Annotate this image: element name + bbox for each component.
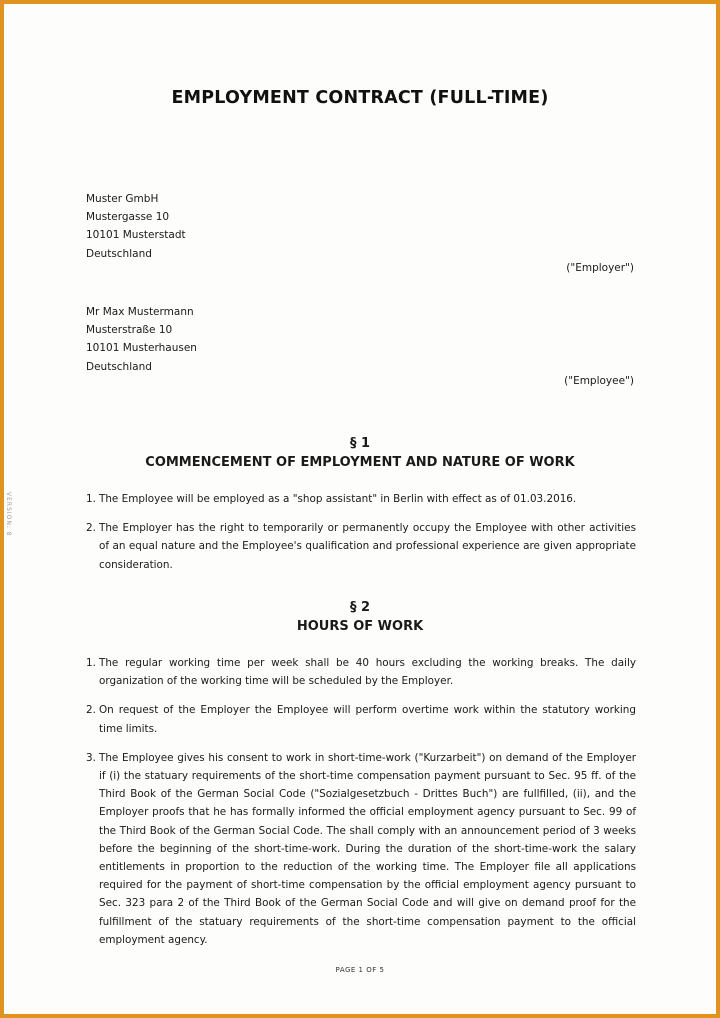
- section-2-number: § 2: [349, 600, 371, 615]
- clause-2-2: [86, 701, 636, 737]
- employee-country: Deutschland: [86, 360, 152, 373]
- section-2-heading: [4, 598, 716, 636]
- clause-text: The Employee will be employed as a "shop assistant" in Berlin with effect as of 01.03.2016.: [99, 493, 577, 505]
- section-1-clauses: [86, 490, 636, 585]
- section-1-title: COMMENCEMENT OF EMPLOYMENT AND NATURE OF WORK: [145, 455, 575, 470]
- employer-street: Mustergasse 10: [86, 211, 170, 224]
- clause-1-1: [86, 490, 636, 508]
- employee-street: Musterstraße 10: [86, 324, 173, 337]
- employer-address: [86, 190, 636, 263]
- clause-2-1: [86, 654, 636, 690]
- clause-2-3: [86, 749, 636, 949]
- section-2-title: HOURS OF WORK: [296, 619, 424, 634]
- clause-1-2: [86, 519, 636, 574]
- clause-number: 3.: [86, 751, 96, 764]
- clause-number: 2.: [86, 704, 96, 717]
- clause-text: The Employer has the right to temporarily or permanently occupy the Employee with other activities of an equal nature and the Employee's qualification and professional experience are given appropriate consideration.: [99, 522, 636, 571]
- clause-text: The regular working time per week shall be 40 hours excluding the working breaks. The daily organization of the working time will be scheduled by the Employer.: [99, 657, 636, 688]
- employee-name: Mr Max Mustermann: [86, 306, 194, 318]
- employee-role-label: ("Employee"): [564, 375, 634, 387]
- employer-city: 10101 Musterstadt: [86, 229, 186, 242]
- clause-text: On request of the Employer the Employee will perform overtime work within the statutory working time limits.: [99, 704, 636, 735]
- clause-number: 1.: [86, 657, 96, 669]
- section-1-number: § 1: [349, 436, 371, 451]
- employee-city: 10101 Musterhausen: [86, 342, 197, 355]
- section-2-clauses: [86, 654, 636, 960]
- employee-address: [86, 303, 636, 376]
- clause-text: The Employee gives his consent to work in short-time-work ("Kurzarbeit") on demand of the Employer if (i) the statuary requirements of the short-time compensation payment pursuant to Sec. 95 ff. of the Third Book of the German Social Code ("Sozialgesetzbuch - Drittes Buch") are fullfilled, (ii), and the Employer proofs that he has formally informed the official employment agency pursuant to Sec. 99 of the Third Book of the German Social Code. The shall comply with an announcement period of 3 weeks before the beginning of the short-time-work. During the duration of the short-time-work the salary entitlements in proportion to the reduction of the working time. The Employer file all applications required for the payment of short-time compensation by the official employment agency pursuant to Sec. 323 para 2 of the Third Book of the German Social Code and will give on demand proof for the fulfillment of the statuary requirements of the short-time compensation payment to the official employment agency.: [99, 751, 636, 946]
- employer-country: Deutschland: [86, 247, 152, 260]
- employer-role-label: ("Employer"): [566, 262, 634, 274]
- section-1-heading: [4, 434, 716, 472]
- clause-number: 2.: [86, 522, 96, 535]
- employer-name: Muster GmbH: [86, 193, 159, 205]
- version-label: VERSION: 8: [5, 492, 12, 537]
- document-title: EMPLOYMENT CONTRACT (FULL-TIME): [171, 88, 549, 108]
- page-footer: PAGE 1 OF 5: [335, 966, 385, 974]
- clause-number: 1.: [86, 493, 96, 505]
